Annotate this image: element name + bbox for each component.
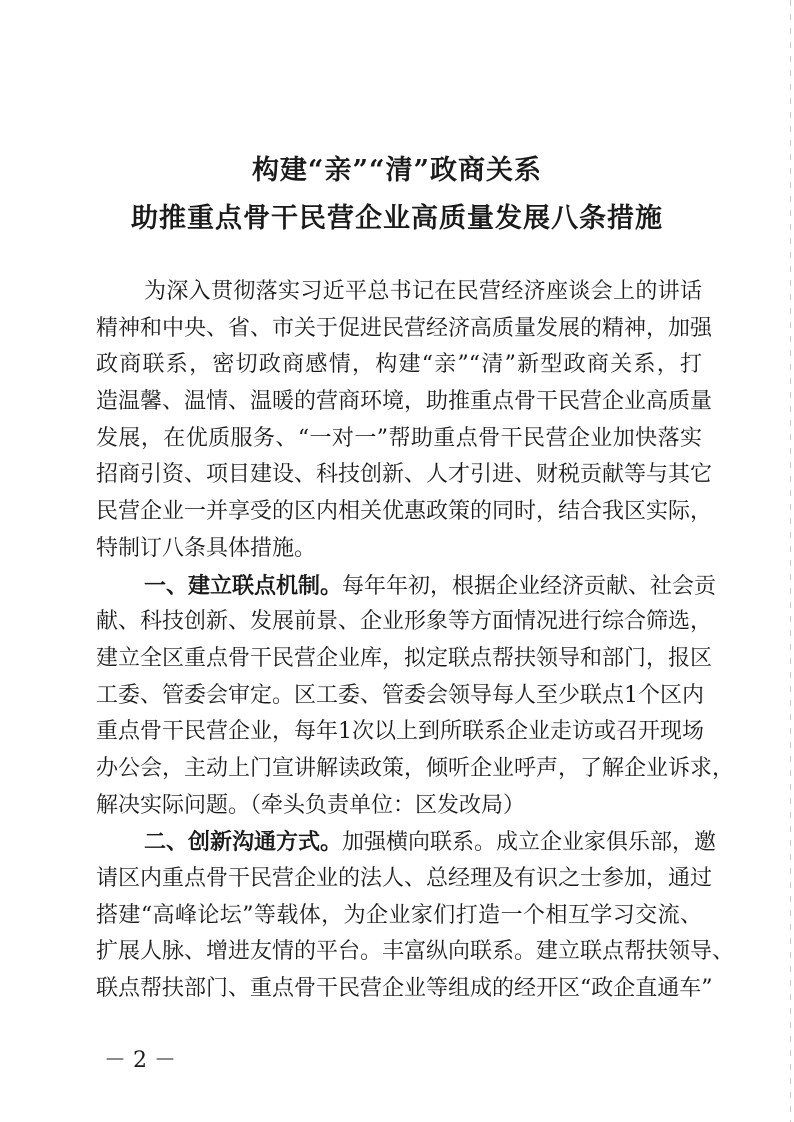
- section-2-line: 搭建“高峰论坛”等载体，为企业家们打造一个相互学习交流、: [96, 902, 702, 928]
- section-1-line: 献、科技创新、发展前景、企业形象等方面情况进行综合筛选，: [96, 609, 713, 635]
- document-body: [96, 274, 735, 1008]
- section-2-first-text: 加强横向联系。成立企业家俱乐部，邀: [342, 830, 717, 856]
- section-2-line: 扩展人脉、增进友情的平台。丰富纵向联系。建立联点帮扶领导、: [96, 939, 735, 965]
- intro-line: 招商引资、项目建设、科技创新、人才引进、财税贡献等与其它: [96, 462, 713, 488]
- intro-line: 发展，在优质服务、“一对一”帮助重点骨干民营企业加快落实: [96, 425, 702, 451]
- document-title-line-1: 构建“亲”“清”政商关系: [251, 155, 543, 186]
- section-2-line: 请区内重点骨干民营企业的法人、总经理及有识之士参加，通过: [96, 866, 713, 891]
- intro-line: 特制订八条具体措施。: [96, 535, 317, 561]
- section-1-first-text: 每年年初，根据企业经济贡献、社会贡: [342, 573, 717, 599]
- intro-line: 为深入贯彻落实习近平总书记在民营经济座谈会上的讲话: [144, 279, 702, 304]
- section-1-line: 工委、管委会审定。区工委、管委会领导每人至少联点1个区内: [96, 682, 704, 708]
- section-1-line: 重点骨干民营企业，每年1次以上到所联系企业走访或召开现场: [96, 719, 704, 745]
- section-2-first-line: [96, 824, 717, 861]
- intro-line: 民营企业一并享受的区内相关优惠政策的同时，结合我区实际，: [96, 499, 713, 525]
- section-1-line: 办公会，主动上门宣讲解读政策，倾听企业呼声，了解企业诉求，: [96, 755, 735, 781]
- section-1-first-line: [96, 568, 717, 605]
- intro-line: 政商联系，密切政商感情，构建“亲”“清”新型政商关系，打: [96, 352, 702, 378]
- section-1-line: 建立全区重点骨干民营企业库，拟定联点帮扶领导和部门，报区: [96, 645, 713, 671]
- intro-line: 精神和中央、省、市关于促进民营经济高质量发展的精神，加强: [96, 315, 713, 341]
- section-2-line: 联点帮扶部门、重点骨干民营企业等组成的经开区“政企直通车”: [96, 976, 713, 1002]
- section-1-heading: 一、建立联点机制。: [144, 572, 343, 599]
- section-1-line: 解决实际问题。（牵头负责单位：区发改局）: [96, 792, 526, 818]
- scan-edge-artifact: [790, 0, 791, 1122]
- document-title-line-2: 助推重点骨干民营企业高质量发展八条措施: [131, 203, 663, 234]
- section-2-heading: 二、创新沟通方式。: [144, 829, 343, 856]
- intro-line: 造温馨、温情、温暖的营商环境，助推重点骨干民营企业高质量: [96, 389, 713, 415]
- page-number: － 2 －: [104, 1048, 176, 1073]
